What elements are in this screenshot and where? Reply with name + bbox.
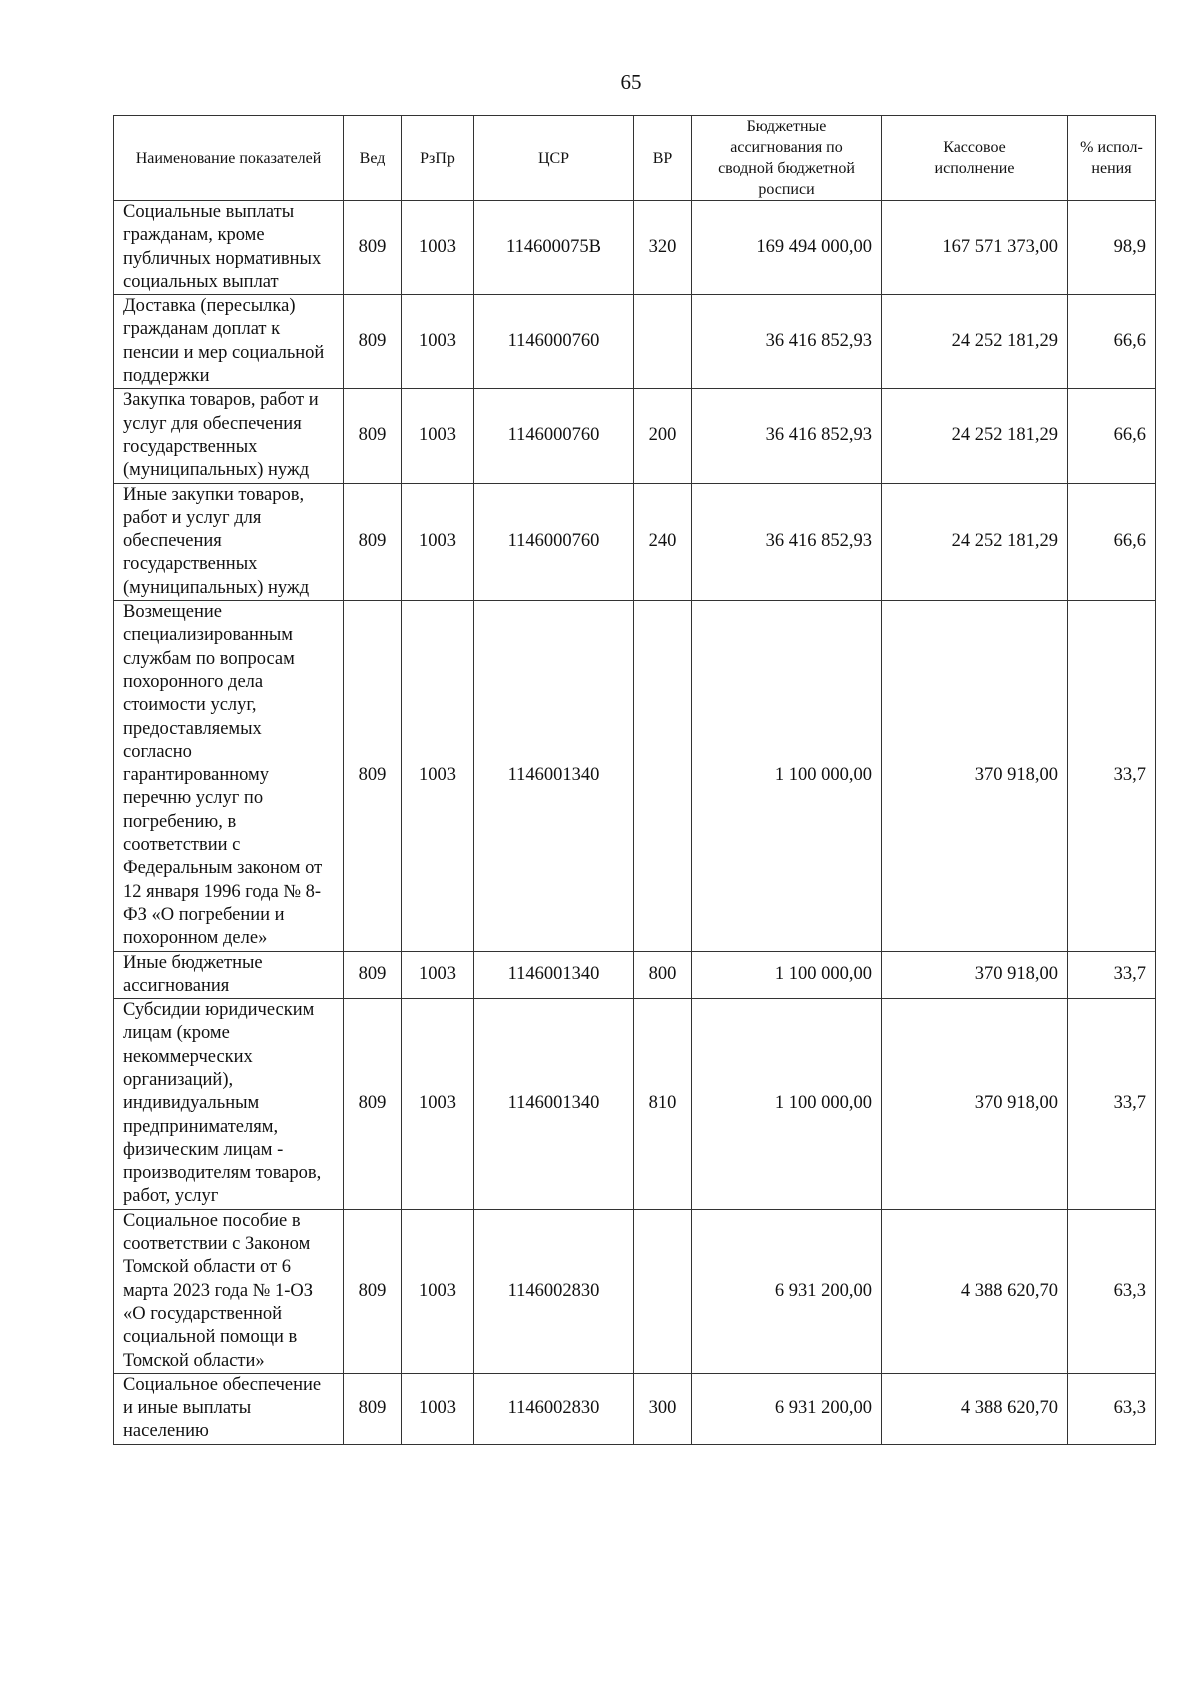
cell-cash: 370 918,00 xyxy=(882,951,1068,999)
cell-percent: 33,7 xyxy=(1068,601,1156,951)
cell-percent: 66,6 xyxy=(1068,483,1156,600)
cell-rzpr: 1003 xyxy=(402,999,474,1210)
cell-cash: 4 388 620,70 xyxy=(882,1373,1068,1444)
cell-ved: 809 xyxy=(344,1373,402,1444)
cell-percent: 63,3 xyxy=(1068,1209,1156,1373)
cell-csr: 1146000760 xyxy=(474,483,634,600)
cell-name: Социальное обеспечение и иные выплаты населению xyxy=(114,1373,344,1444)
header-name: Наименование показателей xyxy=(114,116,344,201)
cell-name: Закупка товаров, работ и услуг для обеспечения государственных (муниципальных) нужд xyxy=(114,389,344,483)
cell-rzpr: 1003 xyxy=(402,601,474,951)
cell-cash: 4 388 620,70 xyxy=(882,1209,1068,1373)
table-row xyxy=(114,201,1156,295)
header-vr: ВР xyxy=(634,116,692,201)
cell-ved: 809 xyxy=(344,999,402,1210)
table-header-row xyxy=(114,116,1156,201)
table-row xyxy=(114,1209,1156,1373)
cell-vr xyxy=(634,1209,692,1373)
cell-csr: 1146002830 xyxy=(474,1373,634,1444)
table-row xyxy=(114,999,1156,1210)
cell-budget: 6 931 200,00 xyxy=(692,1373,882,1444)
cell-vr: 800 xyxy=(634,951,692,999)
table-row xyxy=(114,483,1156,600)
cell-ved: 809 xyxy=(344,601,402,951)
cell-cash: 370 918,00 xyxy=(882,601,1068,951)
cell-percent: 33,7 xyxy=(1068,951,1156,999)
table-row xyxy=(114,295,1156,389)
cell-budget: 36 416 852,93 xyxy=(692,483,882,600)
table-row xyxy=(114,951,1156,999)
header-percent: % испол-нения xyxy=(1068,116,1156,201)
cell-name: Возмещение специализированным службам по вопросам похоронного дела стоимости услуг, предоставляемых согласно гарантированному перечню услуг по погребению, в соответствии с Федеральным законом от 12 января 1996 года № 8-ФЗ «О погребении и похоронном деле» xyxy=(114,601,344,951)
cell-vr: 200 xyxy=(634,389,692,483)
cell-rzpr: 1003 xyxy=(402,389,474,483)
cell-vr xyxy=(634,295,692,389)
cell-csr: 114600075В xyxy=(474,201,634,295)
cell-percent: 66,6 xyxy=(1068,389,1156,483)
cell-ved: 809 xyxy=(344,1209,402,1373)
table-row xyxy=(114,389,1156,483)
cell-csr: 1146002830 xyxy=(474,1209,634,1373)
header-ved: Вед xyxy=(344,116,402,201)
cell-vr: 300 xyxy=(634,1373,692,1444)
cell-csr: 1146001340 xyxy=(474,601,634,951)
budget-execution-table xyxy=(113,115,1156,1445)
cell-percent: 66,6 xyxy=(1068,295,1156,389)
cell-csr: 1146001340 xyxy=(474,999,634,1210)
cell-budget: 1 100 000,00 xyxy=(692,601,882,951)
cell-rzpr: 1003 xyxy=(402,951,474,999)
cell-rzpr: 1003 xyxy=(402,1209,474,1373)
cell-vr: 810 xyxy=(634,999,692,1210)
cell-cash: 24 252 181,29 xyxy=(882,483,1068,600)
cell-name: Иные бюджетные ассигнования xyxy=(114,951,344,999)
cell-budget: 1 100 000,00 xyxy=(692,951,882,999)
header-csr: ЦСР xyxy=(474,116,634,201)
cell-budget: 169 494 000,00 xyxy=(692,201,882,295)
cell-csr: 1146001340 xyxy=(474,951,634,999)
cell-percent: 98,9 xyxy=(1068,201,1156,295)
cell-ved: 809 xyxy=(344,483,402,600)
cell-ved: 809 xyxy=(344,951,402,999)
cell-name: Иные закупки товаров, работ и услуг для обеспечения государственных (муниципальных) нужд xyxy=(114,483,344,600)
cell-vr: 240 xyxy=(634,483,692,600)
cell-percent: 33,7 xyxy=(1068,999,1156,1210)
cell-ved: 809 xyxy=(344,201,402,295)
cell-budget: 1 100 000,00 xyxy=(692,999,882,1210)
cell-budget: 36 416 852,93 xyxy=(692,389,882,483)
cell-name: Субсидии юридическим лицам (кроме некоммерческих организаций), индивидуальным предпринимателям, физическим лицам - производителям товаров, работ, услуг xyxy=(114,999,344,1210)
cell-ved: 809 xyxy=(344,295,402,389)
cell-vr: 320 xyxy=(634,201,692,295)
header-budget: Бюджетные ассигнования по сводной бюджетной росписи xyxy=(692,116,882,201)
cell-cash: 167 571 373,00 xyxy=(882,201,1068,295)
cell-name: Социальные выплаты гражданам, кроме публичных нормативных социальных выплат xyxy=(114,201,344,295)
cell-budget: 36 416 852,93 xyxy=(692,295,882,389)
cell-csr: 1146000760 xyxy=(474,295,634,389)
cell-cash: 370 918,00 xyxy=(882,999,1068,1210)
cell-name: Социальное пособие в соответствии с Законом Томской области от 6 марта 2023 года № 1-ОЗ «О государственной социальной помощи в Томской области» xyxy=(114,1209,344,1373)
page-number: 65 xyxy=(620,70,642,94)
cell-name: Доставка (пересылка) гражданам доплат к пенсии и мер социальной поддержки xyxy=(114,295,344,389)
header-rzpr: РзПр xyxy=(402,116,474,201)
cell-rzpr: 1003 xyxy=(402,295,474,389)
cell-cash: 24 252 181,29 xyxy=(882,389,1068,483)
cell-ved: 809 xyxy=(344,389,402,483)
table-row xyxy=(114,601,1156,951)
cell-rzpr: 1003 xyxy=(402,1373,474,1444)
cell-budget: 6 931 200,00 xyxy=(692,1209,882,1373)
cell-percent: 63,3 xyxy=(1068,1373,1156,1444)
header-cash: Кассовое исполнение xyxy=(882,116,1068,201)
cell-vr xyxy=(634,601,692,951)
cell-rzpr: 1003 xyxy=(402,483,474,600)
cell-rzpr: 1003 xyxy=(402,201,474,295)
cell-csr: 1146000760 xyxy=(474,389,634,483)
cell-cash: 24 252 181,29 xyxy=(882,295,1068,389)
table-row xyxy=(114,1373,1156,1444)
